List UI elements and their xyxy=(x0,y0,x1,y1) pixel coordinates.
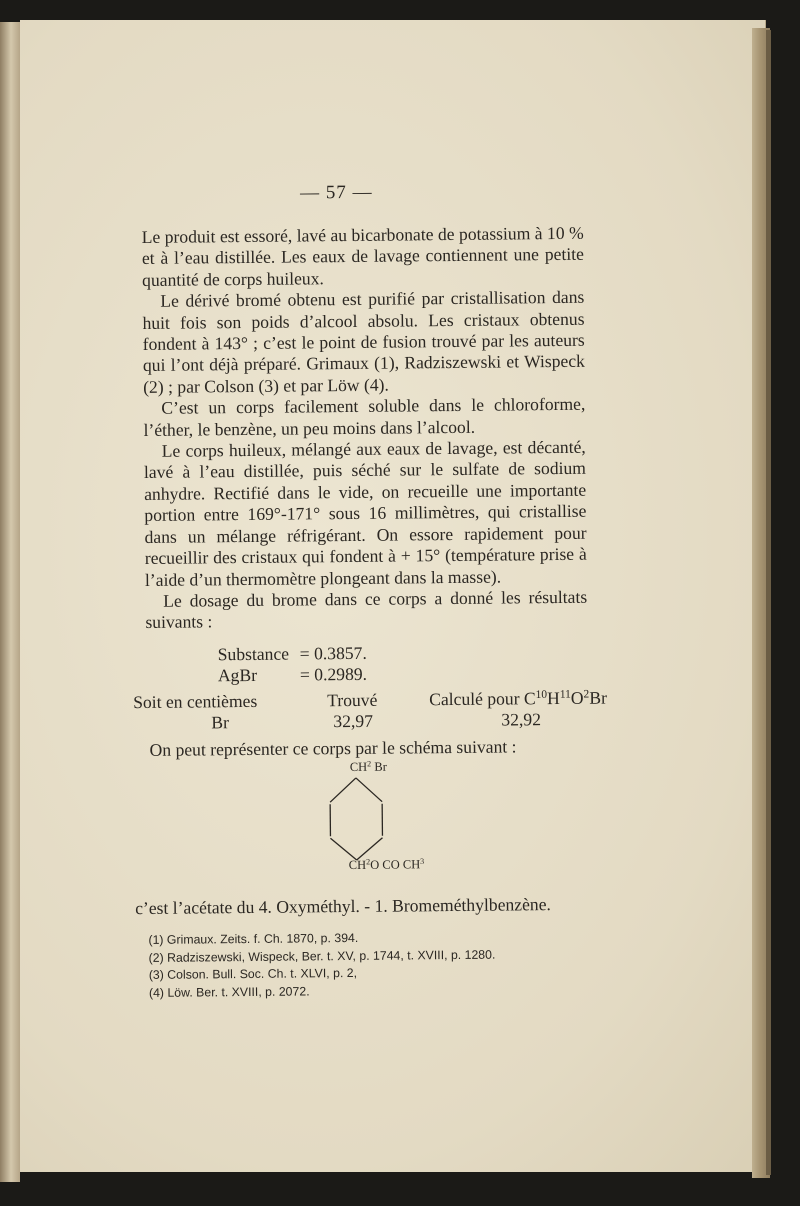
page-stack-shadow xyxy=(766,30,771,1175)
header-calculated xyxy=(429,688,607,711)
page-number: — 57 — xyxy=(299,181,373,204)
page-content xyxy=(15,16,771,1175)
footnotes xyxy=(148,929,495,1002)
formula-h-letter: H xyxy=(547,687,560,709)
results-row xyxy=(133,709,593,735)
bot-mid: O CO CH xyxy=(370,857,421,872)
top-ch: CH xyxy=(349,759,368,775)
dosage-value: = 0.2989. xyxy=(299,664,368,685)
dosage-value: = 0.3857. xyxy=(299,642,367,664)
schema-intro: On peut représenter ce corps par le schéma suivant : xyxy=(149,736,517,760)
dosage-row xyxy=(218,643,367,666)
dosage-label: Substance xyxy=(217,643,290,665)
footnote: (4) Löw. Ber. t. XVIII, p. 2072. xyxy=(148,983,310,1000)
top-br: Br xyxy=(371,759,387,774)
header-centiemes: Soit en centièmes xyxy=(133,690,258,713)
calculated-value: 32,92 xyxy=(501,709,542,730)
benzene-ring-icon xyxy=(322,774,393,865)
calc-prefix: Calculé pour C xyxy=(429,688,536,710)
book-page xyxy=(20,20,766,1172)
paragraph: C’est un corps facilement soluble dans le chloroforme, l’éther, le benzène, un peu moins dans l’alcool. xyxy=(143,393,586,440)
structure-diagram xyxy=(292,761,433,877)
paragraph: Le produit est essoré, lavé au bicarbonate de potassium à 10 % et à l’eau distillée. Les eaux de lavage contiennent une petite quantité de corps huileux. xyxy=(141,222,584,290)
formula-h: 11 xyxy=(559,688,571,701)
results-table xyxy=(133,687,607,735)
found-value: 32,97 xyxy=(333,711,374,732)
footnote: (3) Colson. Bull. Soc. Ch. t. XLVI, p. 2, xyxy=(148,965,358,982)
bottom-substituent xyxy=(349,857,425,873)
bot-sub2: 3 xyxy=(420,856,425,866)
footnote: (2) Radziszewski, Wispeck, Ber. t. XV, p. 1744, t. XVIII, p. 1280. xyxy=(148,947,496,965)
bot-ch: CH xyxy=(348,857,367,873)
formula-tail: Br xyxy=(589,687,607,708)
dosage-row xyxy=(218,664,367,687)
formula-c: 10 xyxy=(535,688,548,701)
conclusion: c’est l’acétate du 4. Oxyméthyl. - 1. Bromeméthylbenzène. xyxy=(135,894,551,919)
header-found: Trouvé xyxy=(327,689,378,711)
formula-o-letter: O xyxy=(570,687,584,708)
body-text xyxy=(142,223,588,634)
bot-sub: 2 xyxy=(366,857,371,867)
dosage-label: AgBr xyxy=(217,665,258,686)
formula-o: 2 xyxy=(583,688,590,701)
row-label: Br xyxy=(211,712,230,733)
footnote: (1) Grimaux. Zeits. f. Ch. 1870, p. 394. xyxy=(148,930,359,947)
dosage-block xyxy=(218,643,368,687)
paragraph: Le dérivé bromé obtenu est purifié par cristallisation dans huit fois son poids d’alcool absolu. Les cristaux obtenus fondent à 143° ; c’est le point de fusion trouvé par les auteurs qui l’ont déjà préparé. Grimaux (1), Radziszewski et Wispeck (2) ; par Colson (3) et par Löw (4). xyxy=(142,286,586,397)
top-sub: 2 xyxy=(367,759,372,769)
paragraph: Le corps huileux, mélangé aux eaux de lavage, est décanté, lavé à l’eau distillée, puis séché sur le sulfate de sodium anhydre. Rectifié dans le vide, on recueille une importante portion entre 169°-171° sous 16 millimètres, qui cristallise dans un mélange réfrigérant. On essore rapidement pour recueillir des cristaux qui fondent à + 15° (température prise à l’aide d’un thermomètre plongeant dans la masse). xyxy=(143,436,587,590)
paragraph: Le dosage du brome dans ce corps a donné les résultats suivants : xyxy=(145,586,588,633)
